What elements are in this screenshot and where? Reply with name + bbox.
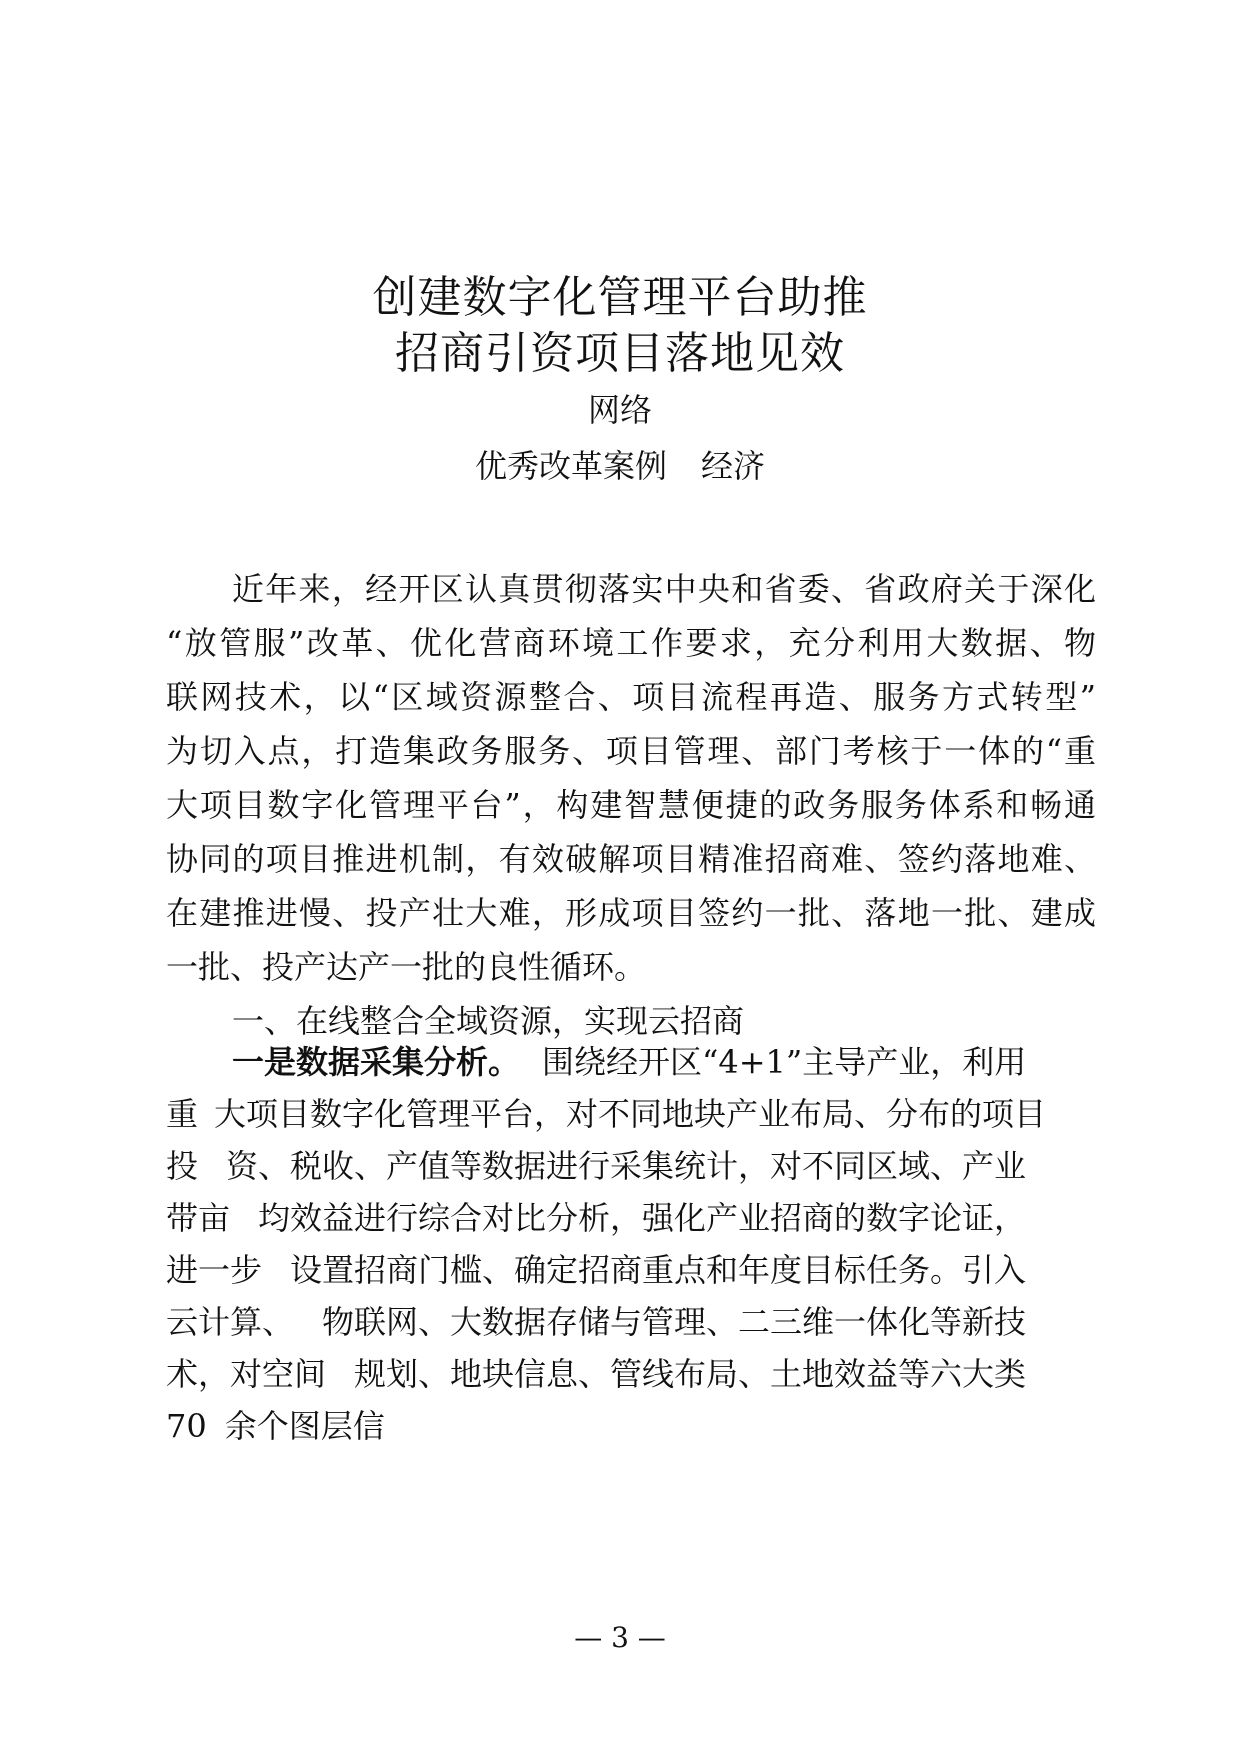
line-rest: 规划、地块信息、管线布局、土地效益等六大类 bbox=[354, 1355, 1027, 1393]
paragraph-line: 一批、投产达产一批的良性循环。 bbox=[166, 948, 647, 986]
line-rest: 设置招商门槛、确定招商重点和年度目标任务。引入 bbox=[290, 1251, 1027, 1289]
category-right: 经济 bbox=[701, 447, 766, 485]
line-start: 70 bbox=[166, 1407, 207, 1445]
document-title-line1: 创建数字化管理平台助推 bbox=[372, 272, 868, 323]
document-subtitle: 网络 bbox=[587, 391, 652, 429]
paragraph-line bbox=[166, 1400, 1066, 1452]
lead-line bbox=[166, 1036, 1066, 1088]
page-number: — 3 — bbox=[574, 1621, 666, 1654]
paragraph-line bbox=[166, 1192, 1066, 1244]
line-rest: 大项目数字化管理平台，对不同地块产业布局、分布的项目 bbox=[214, 1095, 1047, 1133]
paragraph-line: 在建推进慢、投产壮大难，形成项目签约一批、落地一批、建成 bbox=[166, 894, 1096, 932]
line-rest: 余个图层信 bbox=[224, 1407, 385, 1445]
category-left: 优秀改革案例 bbox=[474, 447, 667, 485]
paragraph-line bbox=[166, 1296, 1066, 1348]
paragraph-line bbox=[166, 1348, 1066, 1400]
line-start: 重 bbox=[166, 1095, 199, 1133]
line-start: 术，对空间 bbox=[166, 1355, 327, 1393]
paragraph-line: 为切入点，打造集政务服务、项目管理、部门考核于一体的“重 bbox=[166, 732, 1096, 770]
paragraph-line bbox=[166, 1088, 1066, 1140]
document-category bbox=[0, 444, 1240, 488]
line-start: 进一步 bbox=[166, 1251, 263, 1289]
line-start: 云计算、 bbox=[166, 1303, 295, 1341]
paragraph-line: 大项目数字化管理平台”，构建智慧便捷的政务服务体系和畅通 bbox=[166, 786, 1096, 824]
paragraph-line: 联网技术，以“区域资源整合、项目流程再造、服务方式转型” bbox=[166, 678, 1096, 716]
line-rest: 资、税收、产值等数据进行采集统计，对不同区域、产业 bbox=[226, 1147, 1027, 1185]
lead-bold-heading: 一是数据采集分析。 bbox=[232, 1043, 521, 1081]
paragraph-line: “放管服”改革、优化营商环境工作要求，充分利用大数据、物 bbox=[166, 624, 1096, 662]
line-rest: 物联网、大数据存储与管理、二三维一体化等新技 bbox=[322, 1303, 1027, 1341]
paragraph-line: 协同的项目推进机制，有效破解项目精准招商难、签约落地难、 bbox=[166, 840, 1096, 878]
intro-paragraph bbox=[166, 562, 1096, 1048]
paragraph-line bbox=[166, 1140, 1066, 1192]
document-title-line2: 招商引资项目落地见效 bbox=[395, 328, 845, 379]
section-heading: 一、在线整合全域资源，实现云招商 bbox=[232, 1002, 745, 1040]
line-rest: 均效益进行综合对比分析，强化产业招商的数字论证， bbox=[258, 1199, 1027, 1237]
paragraph-line bbox=[166, 1244, 1066, 1296]
line-start: 带亩 bbox=[166, 1199, 231, 1237]
data-collection-paragraph bbox=[166, 1036, 1066, 1452]
paragraph-line: 近年来，经开区认真贯彻落实中央和省委、省政府关于深化 bbox=[232, 570, 1096, 608]
line-start: 投 bbox=[166, 1147, 199, 1185]
lead-rest-text: 围绕经开区“4+1”主导产业，利用 bbox=[542, 1043, 1027, 1081]
